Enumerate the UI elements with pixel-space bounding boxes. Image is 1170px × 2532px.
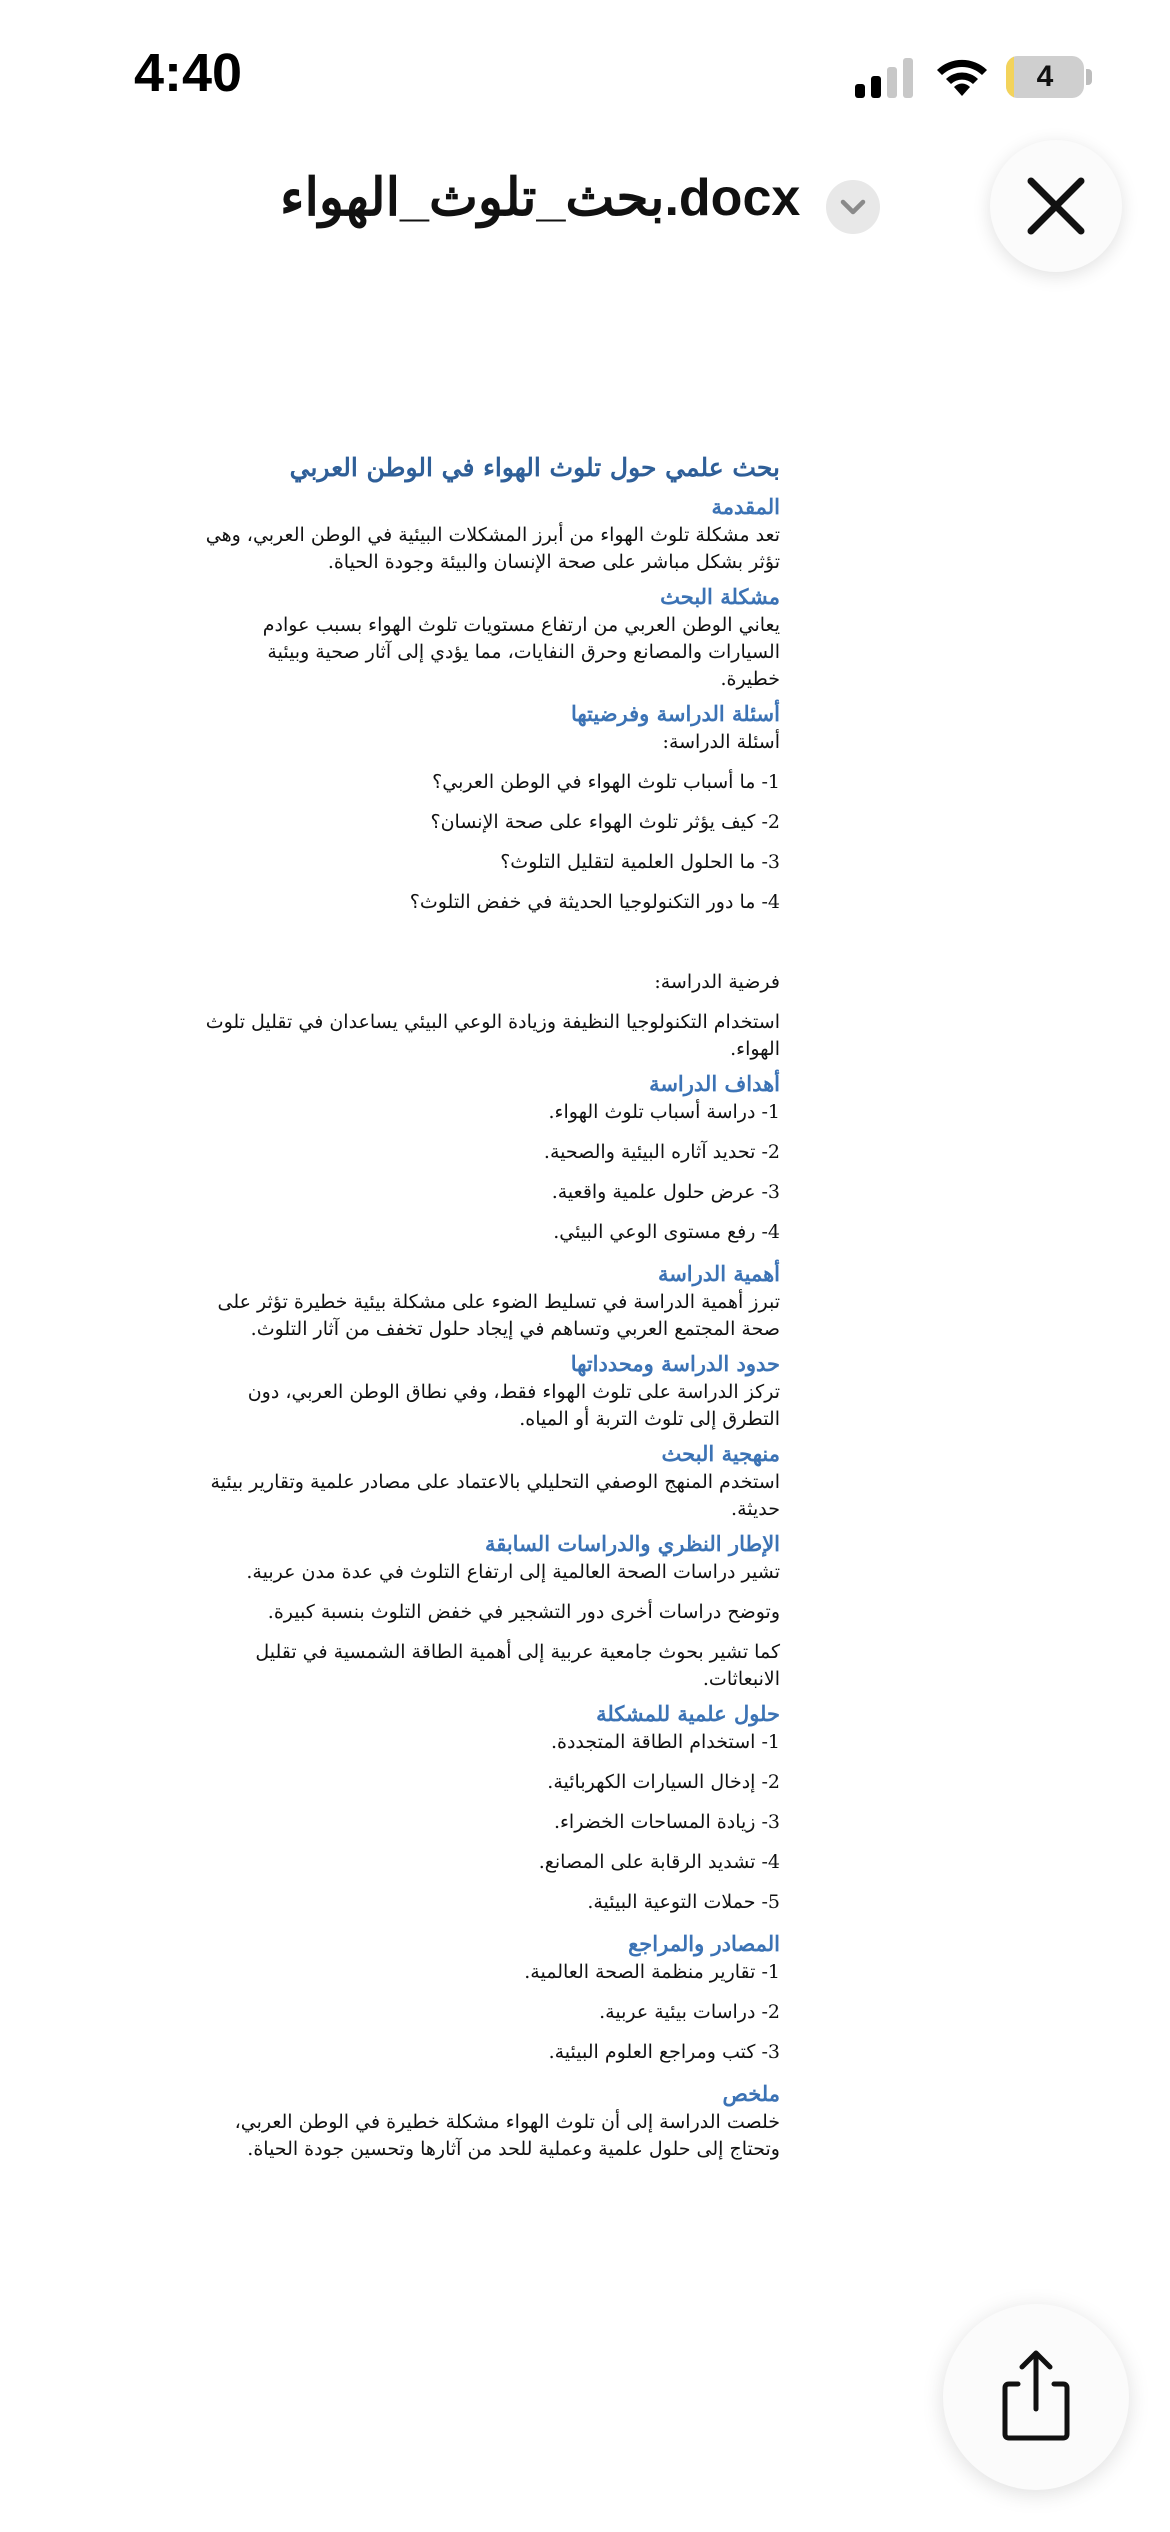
- section-heading-problem: مشكلة البحث: [660, 584, 780, 609]
- list-item: 1- ما أسباب تلوث الهواء في الوطن العربي؟: [432, 771, 780, 793]
- section-text-problem: يعاني الوطن العربي من ارتفاع مستويات تلوث الهواء بسبب عوادم السيارات والمصانع وحرق النفايات، مما يؤدي إلى آثار صحية وبيئية خطيرة.: [262, 614, 780, 690]
- wifi-icon: [934, 54, 990, 98]
- section-text-methodology: استخدم المنهج الوصفي التحليلي بالاعتماد على مصادر علمية وتقارير بيئية حديثة.: [210, 1471, 780, 1520]
- battery-icon: [1006, 56, 1084, 98]
- list-item: 1- تقارير منظمة الصحة العالمية.: [524, 1961, 780, 1983]
- list-item: 4- رفع مستوى الوعي البيئي.: [553, 1221, 780, 1243]
- list-item: 3- كتب ومراجع العلوم البيئية.: [548, 2041, 780, 2063]
- list-item: 2- إدخال السيارات الكهربائية.: [547, 1771, 780, 1793]
- framework-paragraph: تشير دراسات الصحة العالمية إلى ارتفاع التلوث في عدة مدن عربية.: [246, 1561, 780, 1583]
- share-button[interactable]: [943, 2304, 1129, 2490]
- document-file-name[interactable]: بحث_تلوث_الهواء.docx: [280, 169, 801, 227]
- status-time: 4:40: [134, 43, 243, 103]
- list-item: 2- كيف يؤثر تلوث الهواء على صحة الإنسان؟: [430, 811, 780, 833]
- list-item: 4- ما دور التكنولوجيا الحديثة في خفض التلوث؟: [409, 891, 780, 913]
- list-item: 4- تشديد الرقابة على المصانع.: [538, 1851, 780, 1873]
- section-heading-summary: ملخص: [722, 2081, 780, 2106]
- section-heading-intro: المقدمة: [711, 494, 780, 519]
- section-heading-questions: أسئلة الدراسة وفرضيتها: [570, 701, 780, 726]
- framework-paragraph: كما تشير بحوث جامعية عربية إلى أهمية الطاقة الشمسية في تقليل الانبعاثات.: [255, 1641, 780, 1690]
- section-heading-references: المصادر والمراجع: [628, 1931, 780, 1956]
- list-item: 5- حملات التوعية البيئية.: [587, 1891, 780, 1913]
- close-button[interactable]: [990, 140, 1122, 272]
- section-heading-methodology: منهجية البحث: [661, 1441, 780, 1466]
- battery-level: 4: [1036, 60, 1054, 93]
- questions-label: أسئلة الدراسة:: [662, 731, 780, 753]
- framework-paragraph: وتوضح دراسات أخرى دور التشجير في خفض التلوث بنسبة كبيرة.: [267, 1601, 780, 1623]
- list-item: 3- زيادة المساحات الخضراء.: [553, 1811, 780, 1833]
- status-bar: [0, 0, 1170, 150]
- list-item: 1- استخدام الطاقة المتجددة.: [550, 1731, 780, 1753]
- list-item: 2- دراسات بيئية عربية.: [599, 2001, 780, 2023]
- section-text-limits: تركز الدراسة على تلوث الهواء فقط، وفي نطاق الوطن العربي، دون التطرق إلى تلوث التربة أو المياه.: [247, 1381, 780, 1430]
- close-icon: [990, 140, 1122, 272]
- list-item: 2- تحديد آثاره البيئية والصحية.: [543, 1141, 780, 1163]
- hypothesis-label: فرضية الدراسة:: [654, 971, 780, 993]
- list-item: 3- عرض حلول علمية واقعية.: [551, 1181, 780, 1203]
- section-heading-solutions: حلول علمية للمشكلة: [596, 1701, 780, 1726]
- chevron-down-icon: [826, 180, 880, 234]
- battery-cap: [1086, 69, 1092, 85]
- section-heading-limits: حدود الدراسة ومحدداتها: [570, 1351, 780, 1376]
- section-heading-importance: أهمية الدراسة: [657, 1261, 780, 1286]
- document-title: بحث علمي حول تلوث الهواء في الوطن العربي: [289, 453, 780, 482]
- paragraph-gap: [205, 929, 780, 969]
- list-item: 3- ما الحلول العلمية لتقليل التلوث؟: [500, 851, 780, 873]
- list-item: 1- دراسة أسباب تلوث الهواء.: [548, 1101, 780, 1123]
- section-heading-framework: الإطار النظري والدراسات السابقة: [484, 1531, 780, 1556]
- section-text-importance: تبرز أهمية الدراسة في تسليط الضوء على مشكلة بيئية خطيرة تؤثر على صحة المجتمع العربي وتساهم في إيجاد حلول تخفف من آثار التلوث.: [217, 1291, 780, 1340]
- share-icon: [943, 2304, 1129, 2490]
- section-heading-objectives: أهداف الدراسة: [649, 1071, 780, 1096]
- hypothesis-text: استخدام التكنولوجيا النظيفة وزيادة الوعي البيئي يساعدان في تقليل تلوث الهواء.: [205, 1011, 780, 1060]
- section-text-summary: خلصت الدراسة إلى أن تلوث الهواء مشكلة خطيرة في الوطن العربي، وتحتاج إلى حلول علمية وعملية للحد من آثارها وتحسين جودة الحياة.: [234, 2111, 780, 2160]
- title-menu-button[interactable]: [826, 180, 880, 234]
- signal-icon: [855, 58, 913, 98]
- document-page: [205, 450, 780, 2163]
- section-text-intro: تعد مشكلة تلوث الهواء من أبرز المشكلات البيئية في الوطن العربي، وهي تؤثر بشكل مباشر على صحة الإنسان والبيئة وجودة الحياة.: [205, 524, 780, 573]
